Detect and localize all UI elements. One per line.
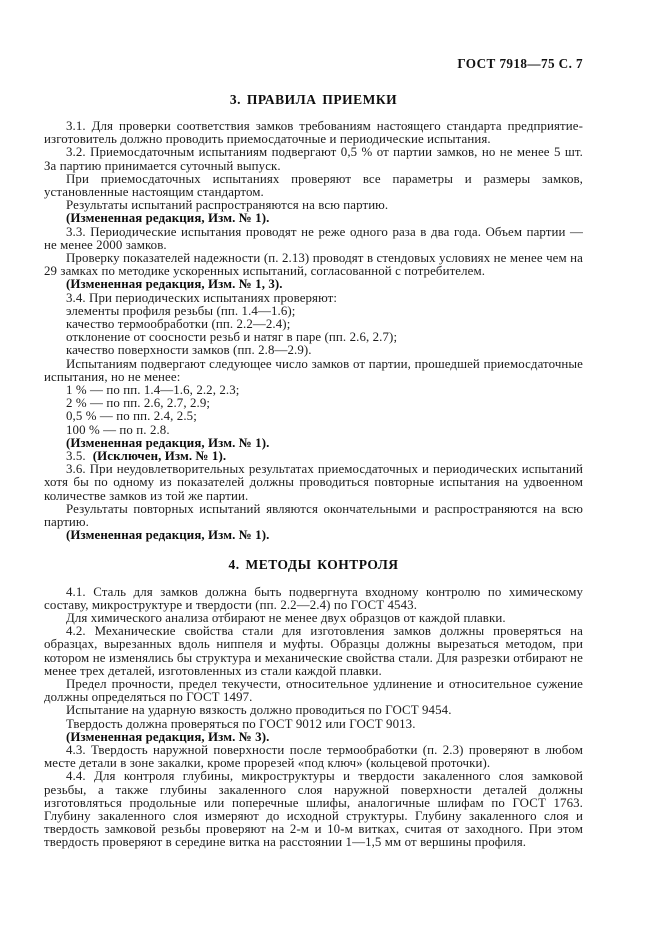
list-item: качество поверхности замков (пп. 2.8—2.9). bbox=[66, 343, 312, 358]
paragraph: Твердость должна проверяться по ГОСТ 9012 или ГОСТ 9013. bbox=[66, 716, 416, 731]
paragraph-3-6: 3.6. При неудовлетворительных результатах приемосдаточных и периодических испытаний хотя бы по одному из показателей должны проводиться повторные испытания на удвоенном количестве замков из той же партии. bbox=[44, 462, 583, 503]
list-item-percent: 100 % — по п. 2.8. bbox=[66, 422, 170, 437]
paragraph-4-1: 4.1. Сталь для замков должна быть подвергнута входному контролю по химическому составу, микроструктуре и твердости (пп. 2.2—2.4) по ГОСТ 4543. bbox=[44, 584, 583, 612]
paragraph: Результаты повторных испытаний являются окончательными и распространяются на всю партию. bbox=[44, 501, 583, 530]
amendment-note: (Измененная редакция, Изм. № 1). bbox=[66, 211, 270, 226]
amendment-note: (Измененная редакция, Изм. № 1, 3). bbox=[66, 277, 283, 292]
section-title: 4. МЕТОДЫ КОНТРОЛЯ bbox=[228, 556, 399, 572]
paragraph-4-2: 4.2. Механические свойства стали для изготовления замков должны проверяться на образцах, вырезанных вдоль ниппеля и муфты. Образцы должны вырезаться методом, при котором не изменялись бы структура и механические свойства стали. Для разрезки отбирают не менее трех деталей, изготовленных из стали каждой плавки. bbox=[44, 624, 583, 678]
paragraph: Испытание на ударную вязкость должно проводиться по ГОСТ 9454. bbox=[66, 703, 452, 718]
paragraph-3-4: 3.4. При периодических испытаниях проверяют: bbox=[66, 290, 338, 305]
section-control-methods bbox=[44, 557, 583, 850]
list-item-percent: 0,5 % — по пп. 2.4, 2.5; bbox=[66, 409, 197, 424]
document-content bbox=[44, 56, 583, 850]
paragraph: При приемосдаточных испытаниях проверяют все параметры и размеры замков, установленные настоящим стандартом. bbox=[44, 171, 583, 200]
paragraph: Предел прочности, предел текучести, относительное удлинение и относительное сужение должны определяться по ГОСТ 1497. bbox=[44, 676, 583, 705]
section-title: 3. ПРАВИЛА ПРИЕМКИ bbox=[229, 92, 398, 107]
section-rules-of-acceptance bbox=[44, 92, 583, 543]
excluded-note: (Исключен, Изм. № 1). bbox=[92, 449, 227, 464]
clause-number: 3.5. bbox=[66, 449, 86, 464]
list-item-percent: 1 % — по пп. 1.4—1.6, 2.2, 2.3; bbox=[66, 383, 240, 398]
amendment-note: (Измененная редакция, Изм. № 1). bbox=[66, 435, 270, 450]
list-item: элементы профиля резьбы (пп. 1.4—1.6); bbox=[66, 303, 296, 318]
paragraph: Испытаниям подвергают следующее число замков от партии, прошедшей приемосдаточные испытания, но не менее: bbox=[44, 356, 583, 384]
paragraph: Для химического анализа отбирают не менее двух образцов от каждой плавки. bbox=[66, 610, 506, 625]
list-item-percent: 2 % — по пп. 2.6, 2.7, 2.9; bbox=[66, 396, 211, 411]
paragraph-3-2: 3.2. Приемосдаточным испытаниям подвергают 0,5 % от партии замков, но не менее 5 шт. За партию принимается суточный выпуск. bbox=[44, 145, 583, 173]
paragraph-3-1: 3.1. Для проверки соответствия замков требованиям настоящего стандарта предприятие-изготовитель должно проводить приемосдаточные и периодические испытания. bbox=[44, 119, 583, 147]
paragraph: Результаты испытаний распространяются на всю партию. bbox=[66, 198, 389, 213]
page-header: ГОСТ 7918—75 С. 7 bbox=[457, 56, 583, 71]
list-item: отклонение от соосности резьб и натяг в паре (пп. 2.6, 2.7); bbox=[66, 330, 398, 345]
paragraph: Проверку показателей надежности (п. 2.13) проводят в стендовых условиях не менее чем на 29 замках по методике ускоренных испытаний, согласованной с потребителем. bbox=[44, 251, 583, 279]
amendment-note: (Измененная редакция, Изм. № 3). bbox=[66, 729, 270, 744]
paragraph-4-4: 4.4. Для контроля глубины, микроструктуры и твердости закаленного слоя замковой резьбы, а также глубины закаленного слоя наружной поверхности деталей должны изготовляться продольные или поперечные шлифы, аналогичные шлифам по ГОСТ 1763. Глубину закаленного слоя измеряют до исходной структуры. Глубину закаленного слоя и твердость замковой резьбы проверяют на 2-м и 10-м витках, считая от заходного. При этом твердость проверяют в середине витка на расстоянии 1—1,5 мм от вершины профиля. bbox=[44, 769, 583, 850]
list-item: качество термообработки (пп. 2.2—2.4); bbox=[66, 317, 291, 332]
amendment-note: (Измененная редакция, Изм. № 1). bbox=[66, 528, 270, 543]
paragraph-4-3: 4.3. Твердость наружной поверхности после термообработки (п. 2.3) проверяют в любом месте детали в зоне закалки, кроме прорезей «под ключ» (кольцевой проточки). bbox=[44, 742, 583, 771]
paragraph-3-3: 3.3. Периодические испытания проводят не реже одного раза в два года. Объем партии — не менее 2000 замков. bbox=[44, 224, 583, 252]
